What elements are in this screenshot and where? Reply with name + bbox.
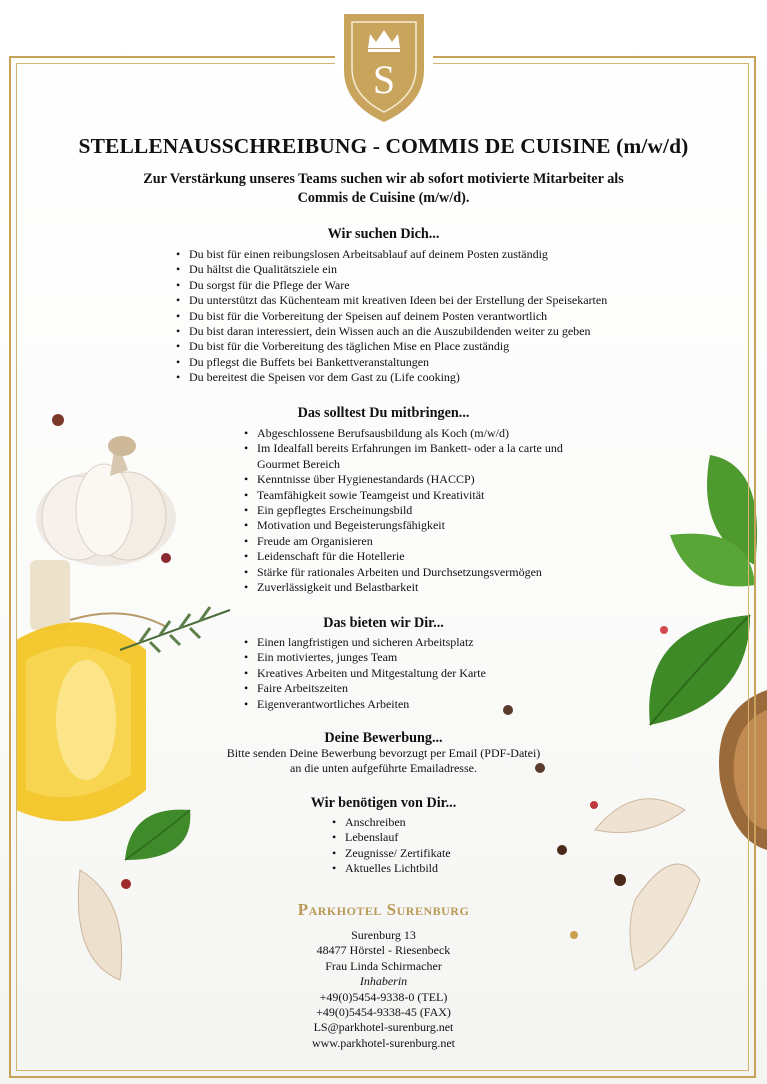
- document-item: • Zeugnisse/ Zertifikate: [332, 846, 532, 861]
- intro-line-1: Zur Verstärkung unseres Teams suchen wir ab sofort motivierte Mitarbeiter als: [143, 171, 624, 187]
- requirement-item: • Motivation und Begeisterungsfähigkeit: [244, 518, 596, 533]
- requirement-item: • Freude am Organisieren: [244, 534, 596, 549]
- hotel-address-block: [0, 928, 767, 1051]
- hotel-street: Surenburg 13: [351, 928, 416, 942]
- seeking-item: • Du hältst die Qualitätsziele ein: [176, 262, 656, 277]
- documents-list: [332, 815, 532, 877]
- hotel-fax: +49(0)5454-9338-45 (FAX): [316, 1004, 451, 1019]
- hotel-city: 48477 Hörstel - Riesenbeck: [316, 943, 451, 958]
- requirement-item: • Abgeschlossene Berufsausbildung als Koch (m/w/d): [244, 426, 596, 441]
- logo-letter: S: [372, 57, 396, 102]
- offer-item: • Faire Arbeitszeiten: [244, 681, 584, 696]
- requirement-item: • Leidenschaft für die Hotellerie: [244, 549, 596, 564]
- seeking-item: • Du bist daran interessiert, dein Wissen auch an die Auszubildenden weiter zu geben: [176, 324, 656, 339]
- section-title-offer: Das bieten wir Dir...: [323, 615, 444, 631]
- section-title-documents: Wir benötigen von Dir...: [310, 795, 457, 811]
- document-item: • Aktuelles Lichtbild: [332, 861, 532, 876]
- hotel-crest-logo: [340, 4, 428, 124]
- hotel-name: Parkhotel Surenburg: [297, 900, 470, 919]
- offer-item: • Ein motiviertes, junges Team: [244, 650, 584, 665]
- seeking-list: [176, 247, 656, 386]
- seeking-item: • Du bist für die Vorbereitung der Speisen auf deinem Posten verantwortlich: [176, 309, 656, 324]
- seeking-item: • Du sorgst für die Pflege der Ware: [176, 278, 656, 293]
- seeking-item: • Du bist für die Vorbereitung des täglichen Mise en Place zuständig: [176, 339, 656, 354]
- hotel-contact-role: Inhaberin: [359, 974, 408, 989]
- document-item: • Lebenslauf: [332, 830, 532, 845]
- offer-list: [244, 635, 584, 712]
- application-text: [0, 746, 767, 777]
- section-title-application: Deine Bewerbung...: [324, 730, 443, 746]
- offer-item: • Kreatives Arbeiten und Mitgestaltung der Karte: [244, 666, 584, 681]
- intro-line-2: Commis de Cuisine (m/w/d).: [297, 190, 470, 206]
- requirement-item: • Im Idealfall bereits Erfahrungen im Bankett- oder a la carte und Gourmet Bereich: [244, 441, 596, 472]
- offer-item: • Einen langfristigen und sicheren Arbeitsplatz: [244, 635, 584, 650]
- page-title: STELLENAUSSCHREIBUNG - COMMIS DE CUISINE (m/w/d): [78, 134, 689, 158]
- requirements-list: [244, 426, 596, 595]
- hotel-website[interactable]: www.parkhotel-surenburg.net: [312, 1035, 455, 1050]
- requirement-item: • Ein gepflegtes Erscheinungsbild: [244, 503, 596, 518]
- requirement-item: • Stärke für rationales Arbeiten und Durchsetzungsvermögen: [244, 565, 596, 580]
- requirement-item: • Teamfähigkeit sowie Teamgeist und Kreativität: [244, 488, 596, 503]
- hotel-phone[interactable]: +49(0)5454-9338-0 (TEL): [319, 989, 448, 1004]
- seeking-item: • Du pflegst die Buffets bei Bankettveranstaltungen: [176, 355, 656, 370]
- requirement-item: • Kenntnisse über Hygienestandards (HACCP): [244, 472, 596, 487]
- intro-text: [0, 170, 767, 208]
- offer-item: • Eigenverantwortliches Arbeiten: [244, 697, 584, 712]
- requirement-item: • Zuverlässigkeit und Belastbarkeit: [244, 580, 596, 595]
- hotel-email[interactable]: LS@parkhotel-surenburg.net: [313, 1020, 454, 1035]
- seeking-item: • Du bist für einen reibungslosen Arbeitsablauf auf deinem Posten zuständig: [176, 247, 656, 262]
- seeking-item: • Du unterstützt das Küchenteam mit kreativen Ideen bei der Erstellung der Speisekarten: [176, 293, 656, 308]
- seeking-item: • Du bereitest die Speisen vor dem Gast zu (Life cooking): [176, 370, 656, 385]
- document-item: • Anschreiben: [332, 815, 532, 830]
- application-line-2: an die unten aufgeführte Emailadresse.: [290, 761, 477, 776]
- section-title-seeking: Wir suchen Dich...: [327, 226, 440, 242]
- section-title-requirements: Das solltest Du mitbringen...: [297, 405, 470, 421]
- hotel-contact: Frau Linda Schirmacher: [325, 958, 442, 973]
- application-line-1: Bitte senden Deine Bewerbung bevorzugt per Email (PDF-Datei): [226, 746, 541, 760]
